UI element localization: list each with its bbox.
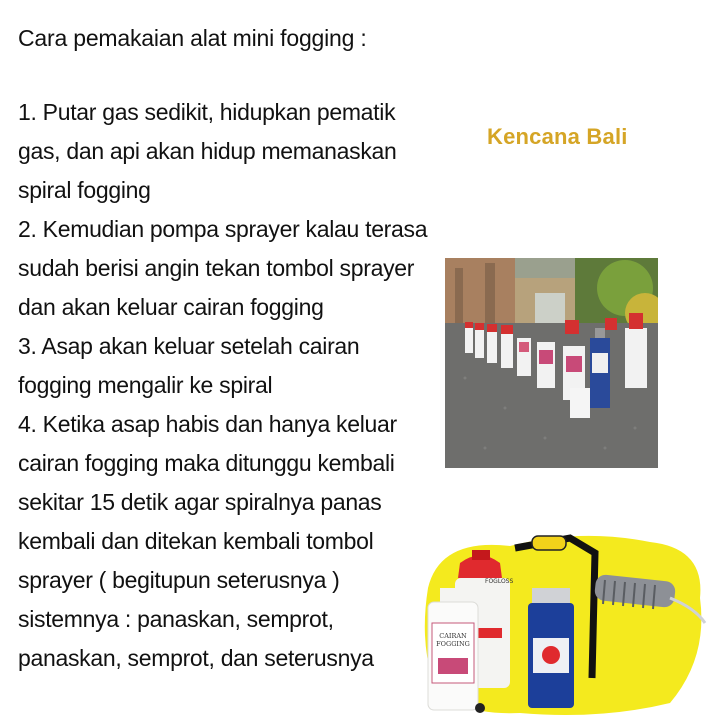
bottle-label-text: CAIRAN xyxy=(439,632,467,640)
fogging-machines-row-photo xyxy=(445,258,658,468)
page-title: Cara pemakaian alat mini fogging : xyxy=(18,25,367,51)
instruction-step-1: 1. Putar gas sedikit, hidupkan pematik gas, dan api akan hidup memanaskan spiral fogging xyxy=(18,99,397,203)
svg-text:FOGGING: FOGGING xyxy=(436,640,470,648)
instruction-step-4: 4. Ketika asap habis dan hanya keluar cairan fogging maka ditunggu kembali sekitar 15 detik agar spiralnya panas kembali dan ditekan kembali tombol sprayer ( begitupun seterusnya ) sistemnya : panaskan, semprot, panaskan, semprot, dan seterusnya xyxy=(18,411,397,671)
svg-text:FOGLOSS: FOGLOSS xyxy=(485,578,514,585)
brand-watermark: Kencana Bali xyxy=(487,124,628,149)
instruction-step-2: 2. Kemudian pompa sprayer kalau terasa sudah berisi angin tekan tombol sprayer dan akan keluar cairan fogging xyxy=(18,216,428,320)
instruction-step-3: 3. Asap akan keluar setelah cairan fogging mengalir ke spiral xyxy=(18,333,360,398)
instruction-list xyxy=(18,93,438,678)
fogging-machine-product-photo xyxy=(420,528,708,716)
